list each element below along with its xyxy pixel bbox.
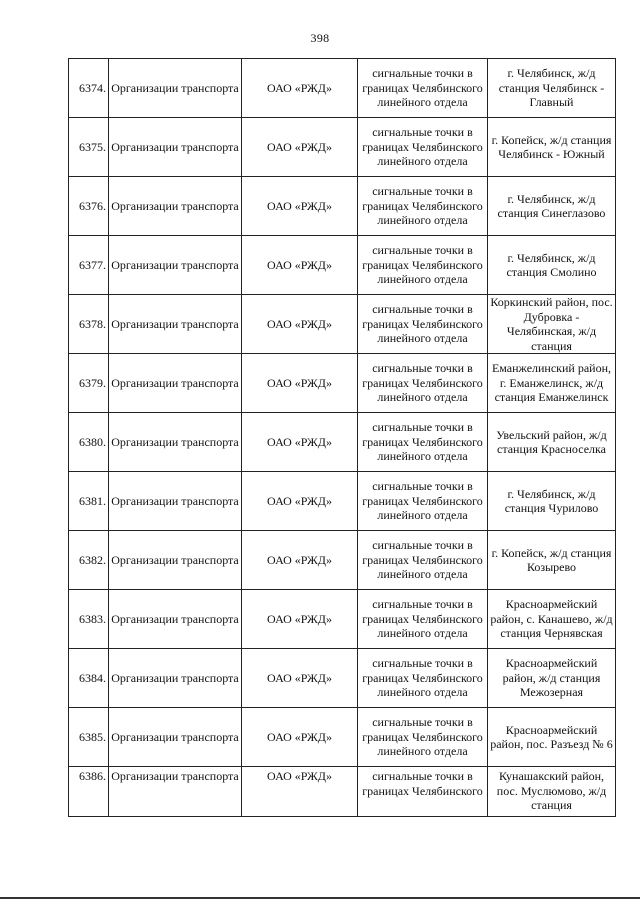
row-location: г. Копейск, ж/д станция Козырево: [488, 531, 616, 590]
row-location: г. Копейск, ж/д станция Челябинск - Южный: [488, 118, 616, 177]
table-row: [69, 118, 616, 177]
table-row: [69, 354, 616, 413]
row-number: 6380.: [69, 413, 109, 472]
page-number: 398: [310, 31, 330, 45]
row-category: Организации транспорта: [109, 649, 242, 708]
row-signal-point: сигнальные точки в границах Челябинского линейного отдела: [358, 413, 488, 472]
row-category: Организации транспорта: [109, 295, 242, 354]
row-organization: ОАО «РЖД»: [242, 767, 358, 817]
row-number: 6377.: [69, 236, 109, 295]
row-signal-point: сигнальные точки в границах Челябинского: [358, 767, 488, 817]
row-organization: ОАО «РЖД»: [242, 118, 358, 177]
row-location: г. Челябинск, ж/д станция Синеглазово: [488, 177, 616, 236]
row-category: Организации транспорта: [109, 767, 242, 817]
row-number: 6386.: [69, 767, 109, 817]
row-signal-point: сигнальные точки в границах Челябинского линейного отдела: [358, 177, 488, 236]
row-number: 6381.: [69, 472, 109, 531]
row-organization: ОАО «РЖД»: [242, 590, 358, 649]
table-row: [69, 177, 616, 236]
row-category: Организации транспорта: [109, 472, 242, 531]
row-number: 6378.: [69, 295, 109, 354]
row-signal-point: сигнальные точки в границах Челябинского линейного отдела: [358, 649, 488, 708]
row-organization: ОАО «РЖД»: [242, 295, 358, 354]
row-signal-point: сигнальные точки в границах Челябинского линейного отдела: [358, 531, 488, 590]
row-organization: ОАО «РЖД»: [242, 59, 358, 118]
table-row: [69, 531, 616, 590]
row-number: 6382.: [69, 531, 109, 590]
row-number: 6385.: [69, 708, 109, 767]
row-location: г. Челябинск, ж/д станция Смолино: [488, 236, 616, 295]
row-organization: ОАО «РЖД»: [242, 236, 358, 295]
row-location: Красноармейский район, ж/д станция Межозерная: [488, 649, 616, 708]
row-number: 6383.: [69, 590, 109, 649]
row-organization: ОАО «РЖД»: [242, 354, 358, 413]
table-row: [69, 472, 616, 531]
row-signal-point: сигнальные точки в границах Челябинского линейного отдела: [358, 118, 488, 177]
table-row-partial: [69, 767, 616, 817]
row-organization: ОАО «РЖД»: [242, 708, 358, 767]
row-category: Организации транспорта: [109, 590, 242, 649]
row-category: Организации транспорта: [109, 236, 242, 295]
row-location: Кунашакский район, пос. Муслюмово, ж/д станция: [488, 767, 616, 817]
row-organization: ОАО «РЖД»: [242, 531, 358, 590]
row-category: Организации транспорта: [109, 118, 242, 177]
registry-table: [68, 58, 616, 817]
table-row: [69, 708, 616, 767]
row-signal-point: сигнальные точки в границах Челябинского линейного отдела: [358, 354, 488, 413]
table-row: [69, 590, 616, 649]
row-location: Еманжелинский район, г. Еманжелинск, ж/д станция Еманжелинск: [488, 354, 616, 413]
table-row: [69, 236, 616, 295]
row-signal-point: сигнальные точки в границах Челябинского линейного отдела: [358, 59, 488, 118]
row-category: Организации транспорта: [109, 354, 242, 413]
row-number: 6379.: [69, 354, 109, 413]
table-row: [69, 59, 616, 118]
table-row: [69, 413, 616, 472]
row-location: г. Челябинск, ж/д станция Челябинск - Главный: [488, 59, 616, 118]
row-location: Красноармейский район, пос. Разъезд № 6: [488, 708, 616, 767]
row-organization: ОАО «РЖД»: [242, 413, 358, 472]
row-signal-point: сигнальные точки в границах Челябинского линейного отдела: [358, 295, 488, 354]
row-number: 6384.: [69, 649, 109, 708]
row-location: Красноармейский район, с. Канашево, ж/д станция Чернявская: [488, 590, 616, 649]
table-row: [69, 295, 616, 354]
row-organization: ОАО «РЖД»: [242, 472, 358, 531]
row-number: 6376.: [69, 177, 109, 236]
row-number: 6374.: [69, 59, 109, 118]
row-category: Организации транспорта: [109, 177, 242, 236]
row-location: Коркинский район, пос. Дубровка - Челябинская, ж/д станция: [488, 295, 616, 354]
registry-body: [69, 59, 616, 817]
table-row: [69, 649, 616, 708]
row-signal-point: сигнальные точки в границах Челябинского линейного отдела: [358, 472, 488, 531]
row-number: 6375.: [69, 118, 109, 177]
row-location: Увельский район, ж/д станция Красноселка: [488, 413, 616, 472]
row-category: Организации транспорта: [109, 59, 242, 118]
row-organization: ОАО «РЖД»: [242, 649, 358, 708]
row-signal-point: сигнальные точки в границах Челябинского линейного отдела: [358, 590, 488, 649]
row-category: Организации транспорта: [109, 708, 242, 767]
row-category: Организации транспорта: [109, 531, 242, 590]
bottom-divider: [0, 897, 640, 899]
row-signal-point: сигнальные точки в границах Челябинского линейного отдела: [358, 708, 488, 767]
row-organization: ОАО «РЖД»: [242, 177, 358, 236]
row-location: г. Челябинск, ж/д станция Чурилово: [488, 472, 616, 531]
row-category: Организации транспорта: [109, 413, 242, 472]
row-signal-point: сигнальные точки в границах Челябинского линейного отдела: [358, 236, 488, 295]
